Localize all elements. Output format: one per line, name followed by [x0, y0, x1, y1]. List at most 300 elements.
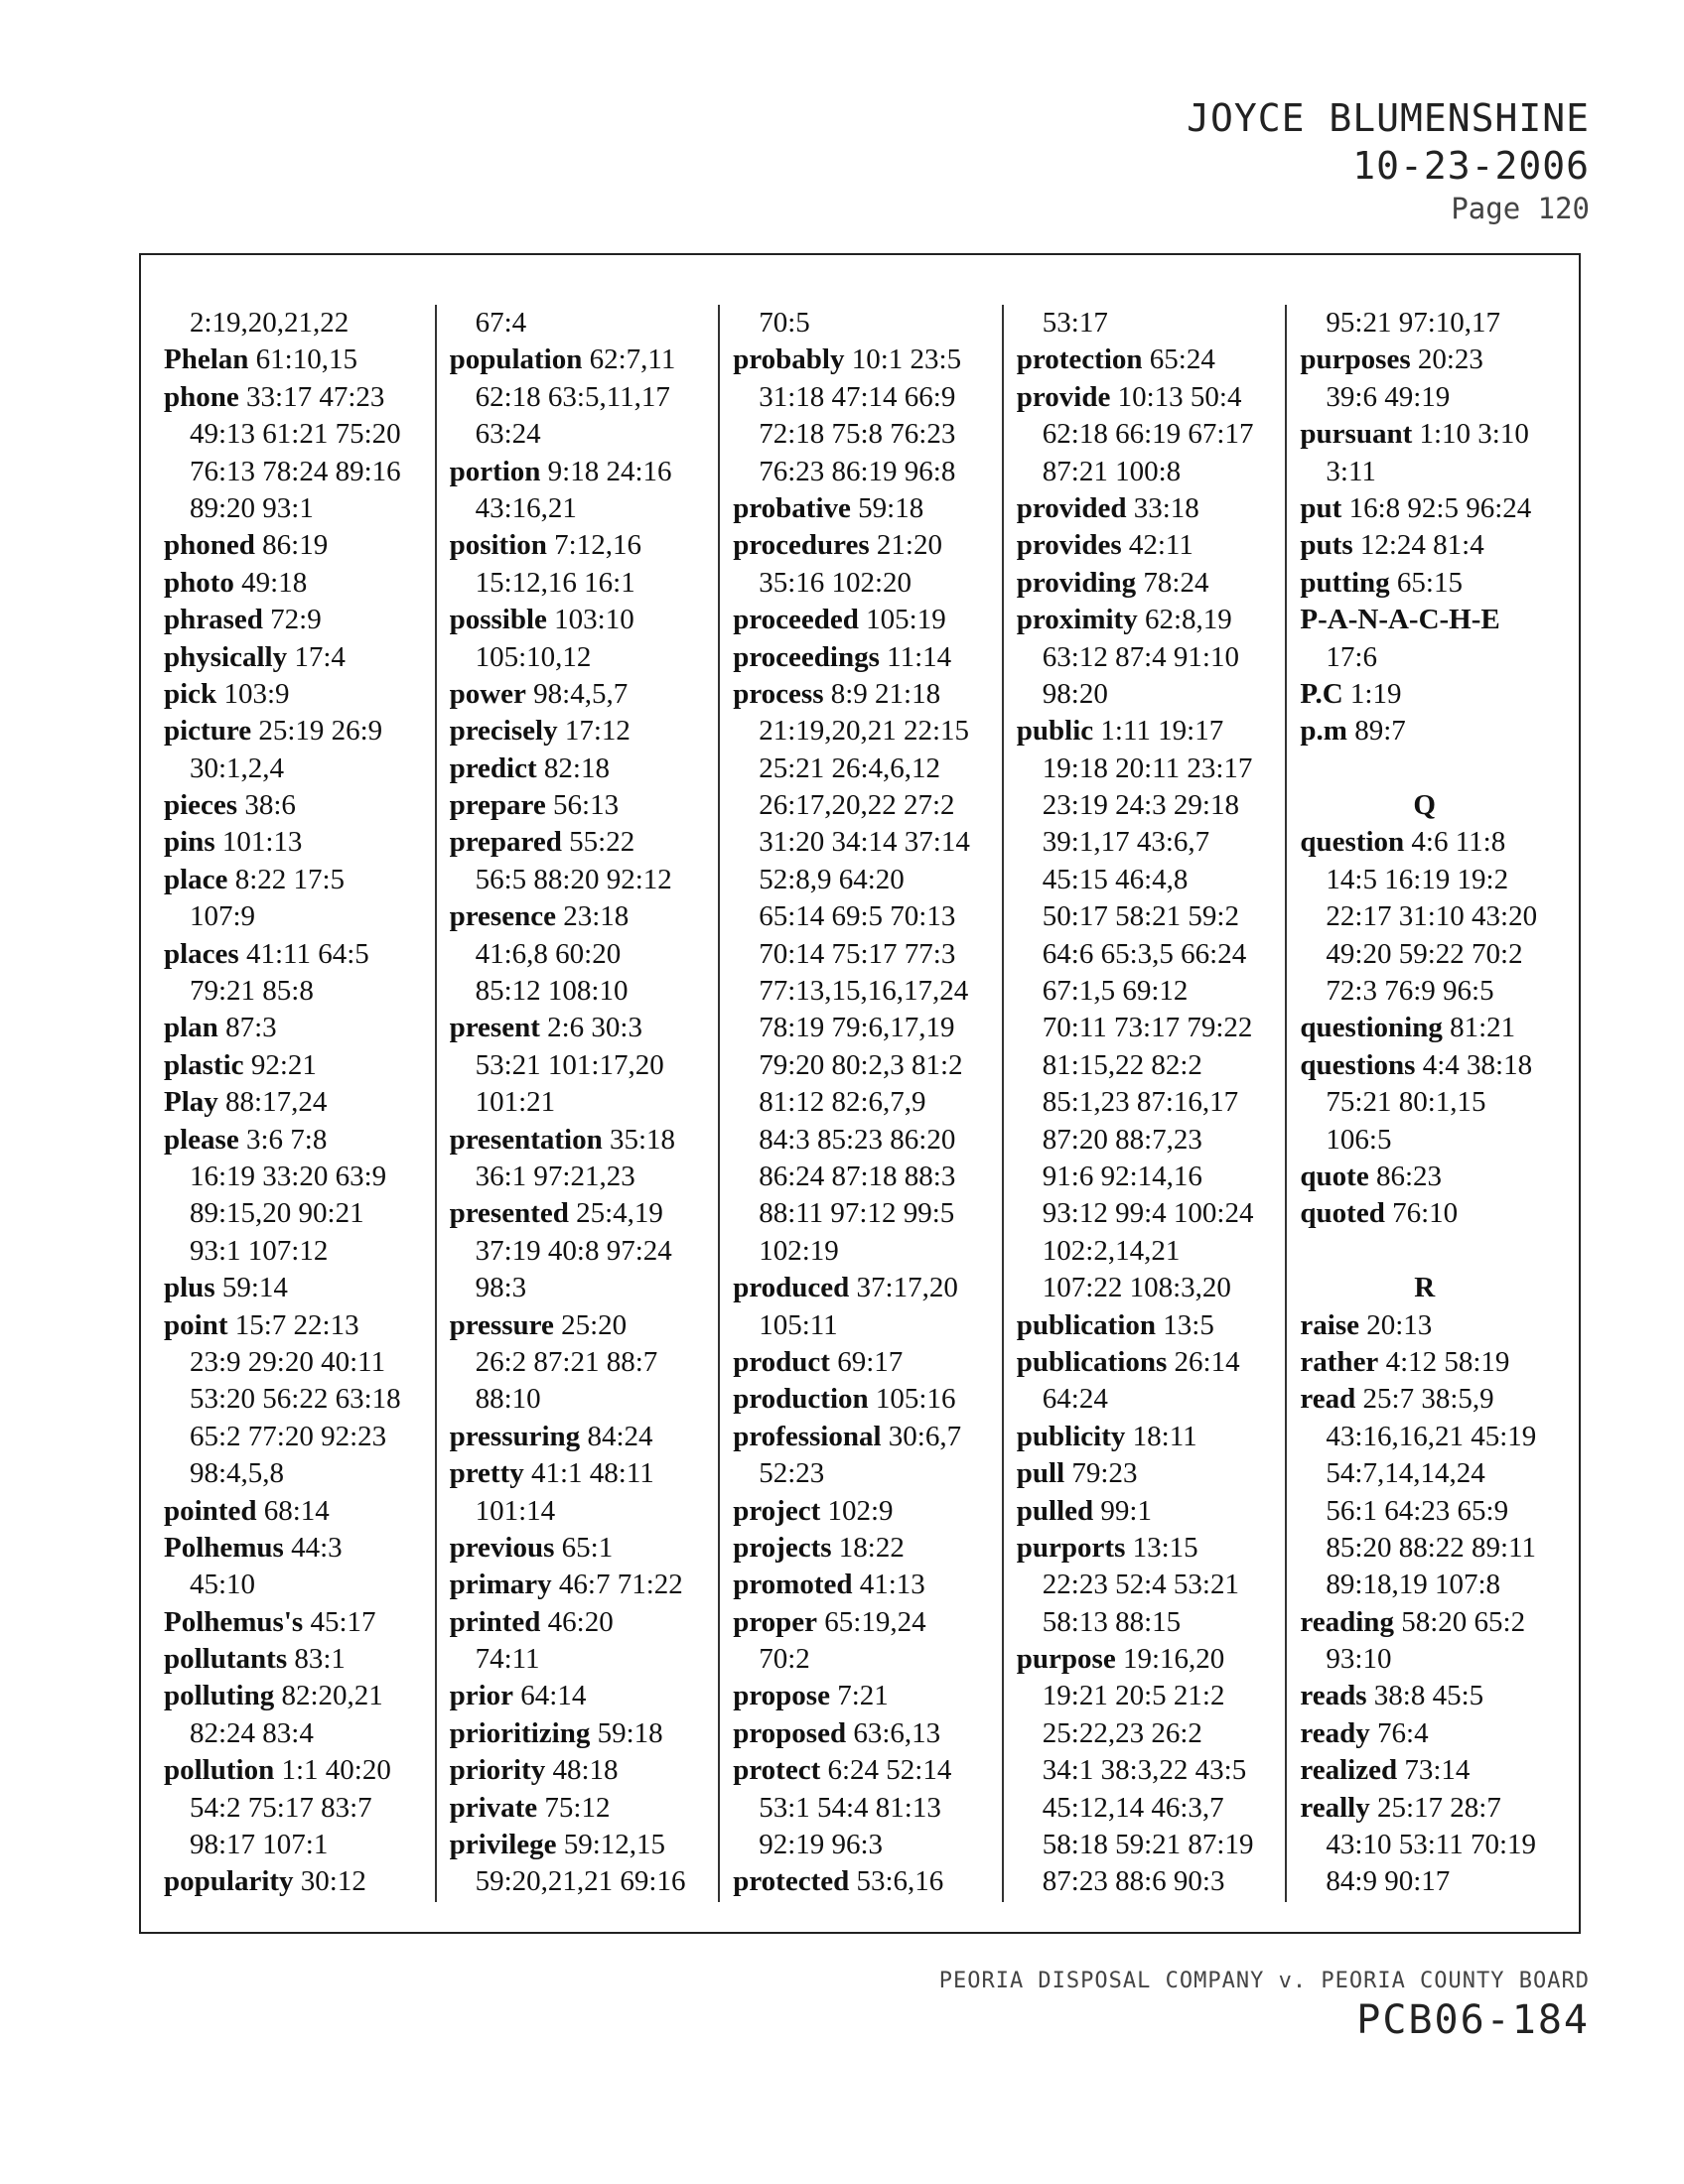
index-entry [164, 1641, 435, 1678]
index-refs: 41:1 48:11 [531, 1457, 654, 1490]
index-term: reading [1300, 1605, 1394, 1638]
index-term: pretty [449, 1457, 524, 1490]
index-term: proceeded [733, 604, 859, 636]
index-entry [1300, 1195, 1569, 1232]
index-refs: 65:15 [1396, 566, 1463, 599]
index-entry [1017, 1419, 1286, 1455]
index-continuation: 34:1 38:3,22 43:5 [1042, 1754, 1247, 1787]
index-continuation: 67:1,5 69:12 [1042, 975, 1189, 1008]
index-continuation: 45:15 46:4,8 [1042, 863, 1189, 895]
index-entry [450, 602, 719, 638]
index-refs: 23:18 [563, 900, 630, 933]
index-term: put [1300, 491, 1342, 524]
index-term: point [164, 1308, 228, 1341]
index-entry [1300, 676, 1569, 713]
index-refs: 83:1 [294, 1643, 346, 1676]
index-refs: 16:8 92:5 96:24 [1348, 491, 1532, 524]
index-term: questions [1300, 1048, 1416, 1081]
index-entry [733, 1344, 1002, 1381]
index-column-3 [718, 305, 1002, 1902]
index-refs: 13:15 [1132, 1531, 1198, 1564]
index-term: previous [449, 1531, 555, 1564]
index-entry [733, 1752, 1002, 1789]
index-entry [1300, 341, 1569, 378]
index-entry [450, 1752, 719, 1789]
index-continuation: 89:20 93:1 [190, 491, 314, 524]
index-continuation: 56:1 64:23 65:9 [1326, 1494, 1509, 1527]
index-refs: 1:1 40:20 [281, 1754, 391, 1787]
index-entry [1300, 1010, 1569, 1046]
index-entry [450, 1419, 719, 1455]
index-refs: 45:17 [310, 1605, 376, 1638]
index-continuation: 93:12 99:4 100:24 [1042, 1197, 1254, 1230]
index-term: pollution [164, 1754, 275, 1787]
index-entry [164, 527, 435, 564]
index-term: privilege [449, 1829, 557, 1861]
index-refs: 13:5 [1163, 1308, 1214, 1341]
index-term: publicity [1016, 1420, 1126, 1452]
index-term: proceedings [733, 640, 880, 673]
index-refs: 11:14 [887, 640, 952, 673]
index-entry [1300, 1159, 1569, 1195]
index-entry [164, 1047, 435, 1084]
index-continuation: 62:18 63:5,11,17 [475, 380, 670, 413]
index-entry [164, 1010, 435, 1046]
index-term: production [733, 1383, 869, 1416]
index-continuation: 64:6 65:3,5 66:24 [1042, 937, 1247, 970]
index-term: providing [1016, 566, 1137, 599]
index-column-2 [435, 305, 719, 1902]
index-term: publications [1016, 1345, 1168, 1378]
index-continuation: 98:17 107:1 [190, 1829, 329, 1861]
index-term: precisely [449, 715, 558, 748]
index-entry [1300, 602, 1569, 638]
index-refs: 15:7 22:13 [234, 1308, 359, 1341]
index-continuation: 82:24 83:4 [190, 1716, 314, 1749]
index-continuation: 39:6 49:19 [1326, 380, 1451, 413]
index-refs: 20:23 [1417, 343, 1483, 376]
index-term: public [1016, 715, 1094, 748]
index-refs: 1:19 [1349, 677, 1402, 710]
index-entry [733, 1493, 1002, 1530]
index-continuation: 79:21 85:8 [190, 975, 314, 1008]
index-term: plastic [164, 1048, 244, 1081]
index-refs: 101:13 [221, 826, 303, 859]
index-term: p.m [1300, 715, 1347, 748]
index-refs: 58:20 65:2 [1401, 1605, 1526, 1638]
index-continuation: 105:11 [759, 1308, 838, 1341]
index-entry [1300, 1381, 1569, 1418]
index-entry [450, 527, 719, 564]
index-term: picture [164, 715, 252, 748]
index-term: read [1300, 1383, 1356, 1416]
index-refs: 30:6,7 [888, 1420, 962, 1452]
index-entry [1300, 713, 1569, 750]
index-entry [1017, 1307, 1286, 1344]
index-entry [1300, 416, 1569, 453]
index-continuation: 43:16,21 [475, 491, 577, 524]
index-term: protection [1016, 343, 1143, 376]
index-entry [1017, 1344, 1286, 1381]
index-refs: 41:11 64:5 [245, 937, 369, 970]
index-continuation: 107:22 108:3,20 [1042, 1272, 1231, 1304]
index-term: please [164, 1123, 239, 1156]
index-entry [733, 1604, 1002, 1641]
index-continuation: 25:21 26:4,6,12 [759, 751, 941, 784]
index-term: present [449, 1012, 540, 1044]
index-refs: 88:17,24 [225, 1086, 328, 1119]
index-refs: 10:1 23:5 [851, 343, 962, 376]
page-number: Page 120 [1451, 192, 1590, 225]
index-term: provides [1016, 529, 1122, 562]
index-refs: 25:20 [561, 1308, 628, 1341]
index-continuation: 53:20 56:22 63:18 [190, 1383, 401, 1416]
index-continuation: 89:18,19 107:8 [1326, 1569, 1501, 1601]
index-entry [450, 1715, 719, 1752]
index-entry [164, 713, 435, 750]
index-continuation: 41:6,8 60:20 [475, 937, 622, 970]
index-refs: 10:13 50:4 [1117, 380, 1242, 413]
index-continuation: 52:8,9 64:20 [759, 863, 905, 895]
index-term: purpose [1016, 1643, 1116, 1676]
index-refs: 1:10 3:10 [1419, 418, 1529, 451]
index-term: polluting [164, 1680, 275, 1712]
index-term: plus [164, 1272, 215, 1304]
index-refs: 25:19 26:9 [258, 715, 383, 748]
index-entry [733, 676, 1002, 713]
index-entry [164, 341, 435, 378]
index-continuation: 58:18 59:21 87:19 [1042, 1829, 1254, 1861]
index-refs: 41:13 [859, 1569, 925, 1601]
index-continuation: 54:2 75:17 83:7 [190, 1791, 372, 1824]
index-term: puts [1300, 529, 1353, 562]
index-entry [1300, 1715, 1569, 1752]
index-continuation: 52:23 [759, 1457, 825, 1490]
index-term: prepare [449, 789, 546, 822]
index-continuation: 49:13 61:21 75:20 [190, 418, 401, 451]
index-term: product [733, 1345, 830, 1378]
index-refs: 65:19,24 [824, 1605, 926, 1638]
index-entry [1017, 379, 1286, 416]
index-refs: 19:16,20 [1122, 1643, 1225, 1676]
index-term: procedures [733, 529, 870, 562]
index-entry [450, 1122, 719, 1159]
index-term: reads [1300, 1680, 1367, 1712]
index-entry [1017, 1641, 1286, 1678]
index-term: raise [1300, 1308, 1359, 1341]
index-refs: 75:12 [544, 1791, 611, 1824]
index-entry [164, 1493, 435, 1530]
index-entry [450, 787, 719, 824]
index-refs: 78:24 [1143, 566, 1209, 599]
index-continuation: 45:10 [190, 1569, 256, 1601]
index-refs: 4:12 58:19 [1385, 1345, 1510, 1378]
index-continuation: 106:5 [1326, 1123, 1392, 1156]
index-refs: 46:7 71:22 [558, 1569, 683, 1601]
index-refs: 76:10 [1392, 1197, 1459, 1230]
index-refs: 86:19 [262, 529, 329, 562]
index-continuation: 15:12,16 16:1 [475, 566, 635, 599]
index-continuation: 26:2 87:21 88:7 [475, 1345, 658, 1378]
index-continuation: 107:9 [190, 900, 256, 933]
index-continuation: 98:3 [475, 1272, 527, 1304]
index-term: physically [164, 640, 288, 673]
index-continuation: 22:17 31:10 43:20 [1326, 900, 1538, 933]
index-refs: 105:19 [866, 604, 946, 636]
index-term: putting [1300, 566, 1390, 599]
index-continuation: 81:12 82:6,7,9 [759, 1086, 926, 1119]
index-entry [1017, 602, 1286, 638]
index-refs: 79:23 [1071, 1457, 1138, 1490]
blank-line [1300, 1233, 1569, 1270]
index-entry [733, 341, 1002, 378]
index-continuation: 56:5 88:20 92:12 [475, 863, 672, 895]
index-entry [450, 1195, 719, 1232]
index-term: probably [733, 343, 845, 376]
index-term: ready [1300, 1716, 1370, 1749]
index-refs: 72:9 [270, 604, 322, 636]
index-continuation: 88:10 [475, 1383, 541, 1416]
index-column-4 [1002, 305, 1286, 1902]
index-term: protected [733, 1865, 850, 1898]
index-continuation: 16:19 33:20 63:9 [190, 1160, 387, 1192]
index-entry [1017, 1530, 1286, 1567]
index-term: quoted [1300, 1197, 1385, 1230]
index-term: pollutants [164, 1643, 288, 1676]
index-continuation: 53:1 54:4 81:13 [759, 1791, 941, 1824]
index-term: question [1300, 826, 1405, 859]
index-term: pieces [164, 789, 238, 822]
index-term: pick [164, 677, 217, 710]
index-continuation: 85:12 108:10 [475, 975, 629, 1008]
index-term: proper [733, 1605, 818, 1638]
index-continuation: 93:1 107:12 [190, 1234, 329, 1267]
index-term: professional [733, 1420, 882, 1452]
index-columns [151, 305, 1569, 1902]
index-term: prior [449, 1680, 514, 1712]
index-refs: 17:4 [294, 640, 346, 673]
index-term: promoted [733, 1569, 853, 1601]
index-entry [450, 1567, 719, 1603]
index-entry [164, 1863, 435, 1900]
index-entry [1300, 824, 1569, 861]
index-continuation: 72:3 76:9 96:5 [1326, 975, 1494, 1008]
index-continuation: 2:19,20,21,22 [190, 307, 350, 339]
index-term: realized [1300, 1754, 1398, 1787]
index-refs: 65:1 [561, 1531, 614, 1564]
index-entry [450, 1455, 719, 1492]
index-entry [164, 1122, 435, 1159]
index-refs: 4:4 38:18 [1422, 1048, 1533, 1081]
index-refs: 55:22 [569, 826, 635, 859]
index-refs: 12:24 81:4 [1359, 529, 1484, 562]
index-refs: 48:18 [552, 1754, 619, 1787]
index-entry [733, 1270, 1002, 1306]
section-letter: R [1414, 1272, 1436, 1304]
index-term: probative [733, 491, 851, 524]
index-entry [164, 602, 435, 638]
index-continuation: 59:20,21,21 69:16 [475, 1865, 686, 1898]
index-entry [164, 1307, 435, 1344]
index-entry [1017, 1493, 1286, 1530]
index-entry [733, 1715, 1002, 1752]
index-refs: 9:18 24:16 [547, 455, 672, 487]
index-refs: 33:17 47:23 [246, 380, 385, 413]
index-continuation: 53:17 [1042, 307, 1108, 339]
index-continuation: 3:11 [1326, 455, 1376, 487]
index-entry [733, 490, 1002, 527]
index-term: rather [1300, 1345, 1379, 1378]
blank-line [1300, 751, 1569, 787]
index-term: project [733, 1494, 821, 1527]
index-entry [1300, 565, 1569, 602]
index-continuation: 81:15,22 82:2 [1042, 1048, 1202, 1081]
index-term: pull [1016, 1457, 1065, 1490]
index-entry [1300, 1752, 1569, 1789]
index-refs: 103:10 [554, 604, 634, 636]
index-continuation: 63:12 87:4 91:10 [1042, 640, 1239, 673]
index-refs: 76:4 [1377, 1716, 1429, 1749]
index-refs: 21:20 [876, 529, 942, 562]
index-refs: 46:20 [547, 1605, 614, 1638]
section-letter: Q [1413, 789, 1436, 822]
index-term: power [449, 677, 526, 710]
index-term: pressure [449, 1308, 554, 1341]
index-continuation: 37:19 40:8 97:24 [475, 1234, 672, 1267]
index-entry [164, 1270, 435, 1306]
index-refs: 64:14 [520, 1680, 587, 1712]
index-refs: 18:11 [1132, 1420, 1197, 1452]
index-entry [450, 898, 719, 935]
index-term: population [449, 343, 583, 376]
index-refs: 61:10,15 [255, 343, 357, 376]
index-continuation: 93:10 [1326, 1643, 1392, 1676]
index-refs: 105:16 [875, 1383, 956, 1416]
index-term: prepared [449, 826, 562, 859]
index-term: phone [164, 380, 239, 413]
index-entry [450, 1827, 719, 1863]
index-refs: 33:18 [1133, 491, 1199, 524]
index-continuation: 74:11 [475, 1643, 540, 1676]
index-refs: 62:7,11 [589, 343, 676, 376]
index-entry [1017, 565, 1286, 602]
index-term: plan [164, 1012, 218, 1044]
index-entry [1300, 490, 1569, 527]
index-continuation: 86:24 87:18 88:3 [759, 1160, 956, 1192]
index-refs: 99:1 [1100, 1494, 1152, 1527]
index-refs: 44:3 [291, 1531, 343, 1564]
index-continuation: 36:1 97:21,23 [475, 1160, 635, 1192]
index-refs: 3:6 7:8 [245, 1123, 328, 1156]
index-refs: 6:24 52:14 [827, 1754, 952, 1787]
index-frame [139, 253, 1581, 1934]
index-continuation: 102:2,14,21 [1042, 1234, 1181, 1267]
index-continuation: 23:19 24:3 29:18 [1042, 789, 1239, 822]
index-continuation: 62:18 66:19 67:17 [1042, 418, 1254, 451]
index-continuation: 70:2 [759, 1643, 810, 1676]
case-caption: PEORIA DISPOSAL COMPANY v. PEORIA COUNTY BOARD [938, 1969, 1590, 1993]
index-continuation: 31:20 34:14 37:14 [759, 826, 970, 859]
index-continuation: 43:16,16,21 45:19 [1326, 1420, 1537, 1452]
index-continuation: 102:19 [759, 1234, 839, 1267]
index-continuation: 67:4 [475, 307, 527, 339]
index-continuation: 23:9 29:20 40:11 [190, 1345, 386, 1378]
index-refs: 7:21 [837, 1680, 889, 1712]
index-continuation: 91:6 92:14,16 [1042, 1160, 1202, 1192]
index-refs: 4:6 11:8 [1411, 826, 1506, 859]
index-refs: 37:17,20 [856, 1272, 958, 1304]
index-entry [733, 639, 1002, 676]
index-entry [733, 1567, 1002, 1603]
index-continuation: 98:4,5,8 [190, 1457, 285, 1490]
index-term: pulled [1016, 1494, 1094, 1527]
index-entry [1017, 341, 1286, 378]
index-refs: 73:14 [1404, 1754, 1471, 1787]
index-term: protect [733, 1754, 821, 1787]
index-entry [450, 454, 719, 490]
index-term: private [449, 1791, 538, 1824]
index-continuation: 63:24 [475, 418, 541, 451]
index-entry [164, 1530, 435, 1567]
index-refs: 86:23 [1375, 1160, 1443, 1192]
index-column-5 [1285, 305, 1569, 1902]
index-entry [450, 676, 719, 713]
index-term: popularity [164, 1865, 294, 1898]
index-refs: 63:6,13 [853, 1716, 941, 1749]
index-continuation: 31:18 47:14 66:9 [759, 380, 956, 413]
index-entry [450, 824, 719, 861]
index-entry [450, 713, 719, 750]
index-entry [1017, 713, 1286, 750]
index-entry [450, 1604, 719, 1641]
index-entry [164, 639, 435, 676]
index-entry [164, 1678, 435, 1714]
index-entry [164, 565, 435, 602]
index-entry [450, 1530, 719, 1567]
index-entry [1300, 1790, 1569, 1827]
index-term: prioritizing [449, 1716, 591, 1749]
index-continuation: 87:20 88:7,23 [1042, 1123, 1202, 1156]
index-entry [450, 1307, 719, 1344]
index-entry [450, 341, 719, 378]
index-refs: 42:11 [1128, 529, 1193, 562]
index-refs: 84:24 [587, 1420, 653, 1452]
index-continuation: 26:17,20,22 27:2 [759, 789, 955, 822]
index-continuation: 75:21 80:1,15 [1326, 1086, 1486, 1119]
index-entry [733, 1530, 1002, 1567]
index-term: predict [449, 751, 537, 784]
index-continuation: 22:23 52:4 53:21 [1042, 1569, 1239, 1601]
index-refs: 103:9 [223, 677, 290, 710]
index-continuation: 70:11 73:17 79:22 [1042, 1012, 1253, 1044]
index-continuation: 84:3 85:23 86:20 [759, 1123, 956, 1156]
index-continuation: 58:13 88:15 [1042, 1605, 1182, 1638]
index-entry [164, 379, 435, 416]
index-continuation: 21:19,20,21 22:15 [759, 715, 970, 748]
index-refs: 62:8,19 [1144, 604, 1232, 636]
index-continuation: 85:20 88:22 89:11 [1326, 1531, 1537, 1564]
index-entry [1017, 490, 1286, 527]
index-continuation: 14:5 16:19 19:2 [1326, 863, 1509, 895]
index-refs: 17:12 [564, 715, 631, 748]
index-refs: 2:6 30:3 [547, 1012, 642, 1044]
index-refs: 25:7 38:5,9 [1362, 1383, 1494, 1416]
index-continuation: 77:13,15,16,17,24 [759, 975, 969, 1008]
index-entry [164, 862, 435, 898]
index-term: P-A-N-A-C-H-E [1300, 604, 1500, 636]
index-continuation: 84:9 90:17 [1326, 1865, 1451, 1898]
index-continuation: 88:11 97:12 99:5 [759, 1197, 955, 1230]
